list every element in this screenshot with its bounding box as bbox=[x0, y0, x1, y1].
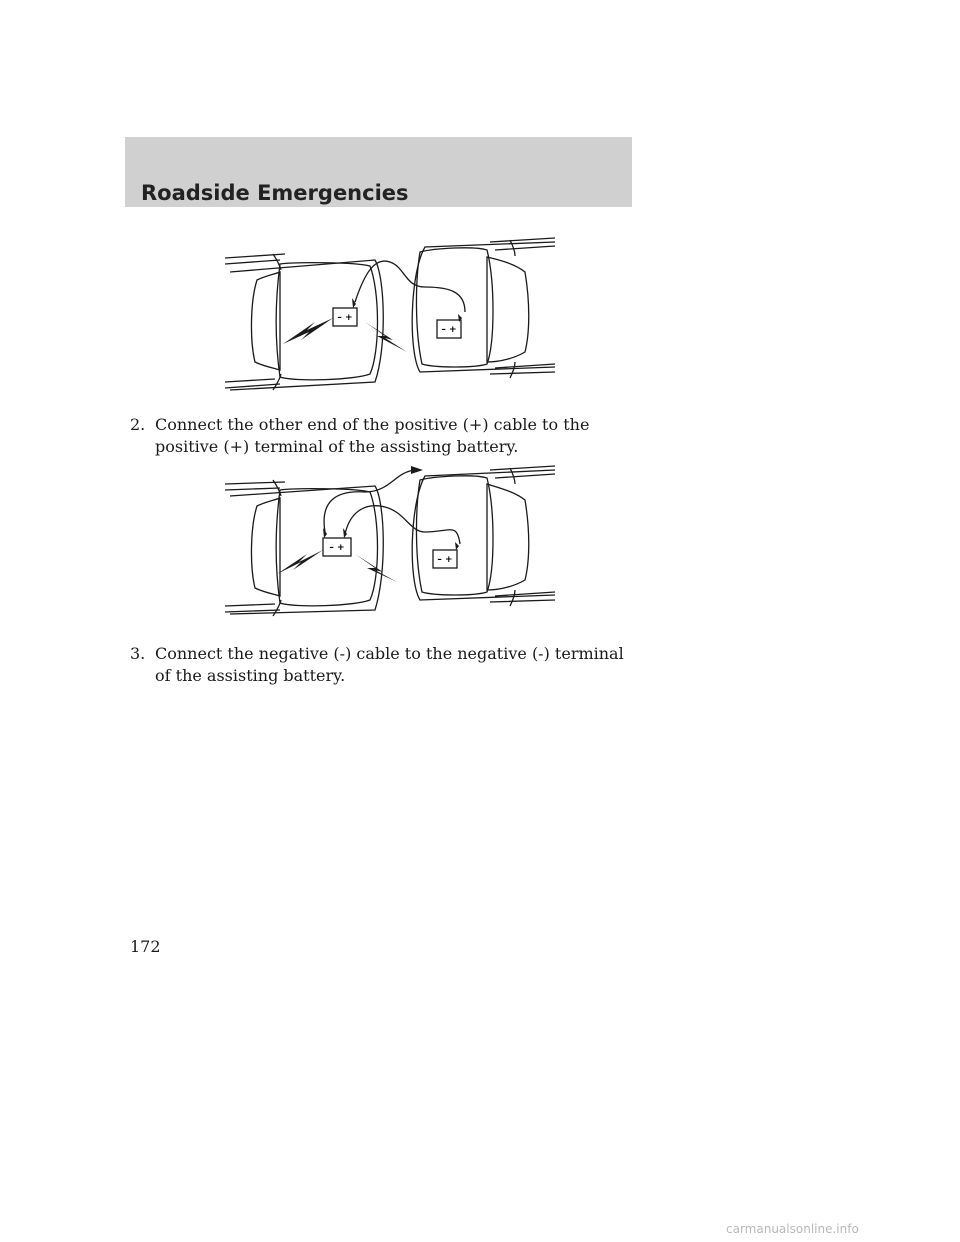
instruction-step bbox=[130, 414, 630, 458]
assisting-battery-label: – + bbox=[441, 325, 457, 335]
right-car-hood bbox=[416, 248, 493, 367]
dead-battery-label: – + bbox=[329, 543, 345, 553]
spark-icon bbox=[277, 550, 323, 574]
spark-icon bbox=[283, 318, 333, 344]
instruction-step bbox=[130, 643, 630, 687]
jump-start-diagram-step-2 bbox=[225, 462, 560, 617]
right-car-body bbox=[412, 470, 555, 600]
section-header-band bbox=[125, 137, 632, 207]
section-title: Roadside Emergencies bbox=[141, 181, 409, 205]
step-number: 3. bbox=[130, 644, 146, 663]
clamp bbox=[455, 542, 459, 550]
clamp bbox=[411, 466, 423, 474]
right-car-body bbox=[412, 242, 555, 372]
left-car-body bbox=[230, 260, 383, 390]
positive-cable bbox=[345, 506, 460, 544]
step-number: 2. bbox=[130, 415, 146, 434]
negative-cable bbox=[324, 470, 415, 532]
step-text: Connect the other end of the positive (+) cable to the positive (+) terminal of the assisting battery. bbox=[155, 415, 590, 456]
jump-start-diagram-step-1 bbox=[225, 232, 560, 392]
positive-cable bbox=[355, 261, 465, 312]
dead-battery-label: – + bbox=[337, 313, 353, 323]
right-car-hood bbox=[416, 476, 493, 595]
left-car-body bbox=[230, 486, 383, 614]
watermark: carmanualsonline.info bbox=[726, 1222, 859, 1236]
spark-icon bbox=[365, 322, 407, 352]
assisting-battery-label: – + bbox=[437, 555, 453, 565]
page-number: 172 bbox=[130, 937, 161, 956]
step-text: Connect the negative (-) cable to the negative (-) terminal of the assisting battery. bbox=[155, 644, 624, 685]
